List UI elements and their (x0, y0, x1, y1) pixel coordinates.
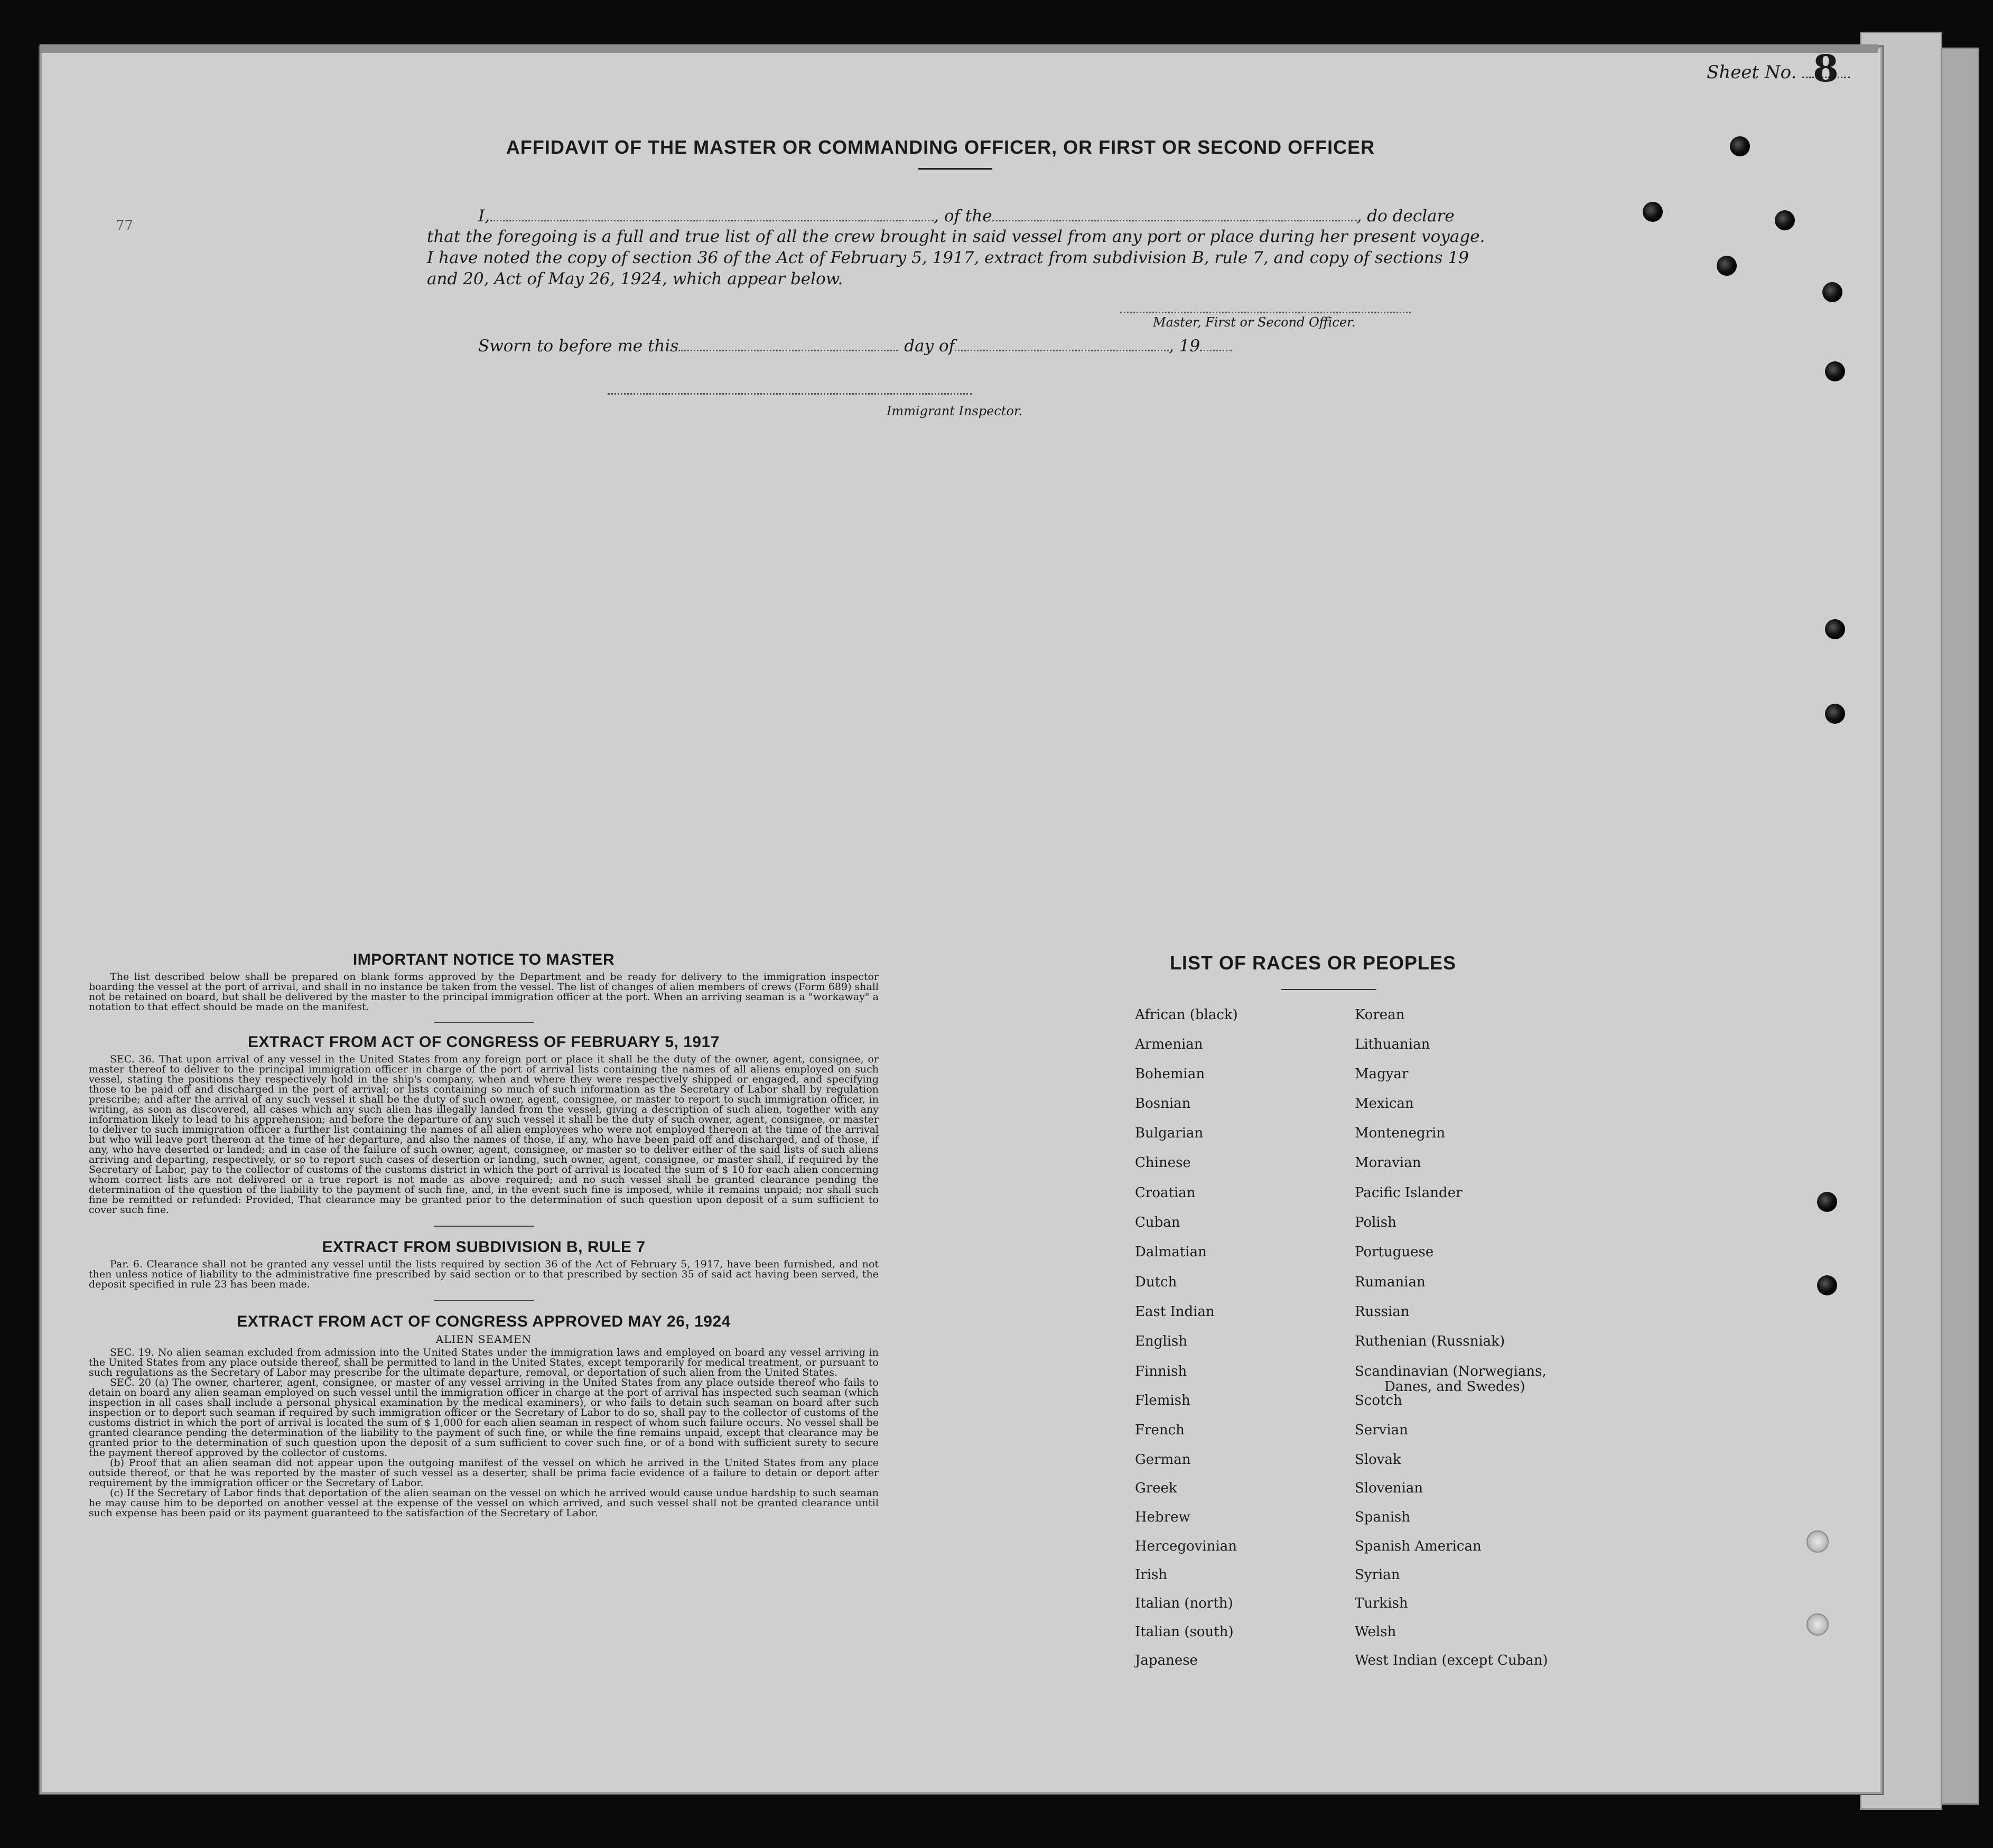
race-item: Welsh (1355, 1624, 1396, 1640)
race-item: Slovenian (1355, 1480, 1423, 1496)
punch-hole (1825, 704, 1845, 724)
race-item: Irish (1135, 1567, 1168, 1583)
punch-hole-reinforced (1806, 1530, 1829, 1553)
sheet-top-edge (40, 44, 1878, 53)
sworn-day-field[interactable] (678, 335, 898, 351)
sec20b-body: (b) Proof that an alien seaman did not appear upon the outgoing manifest of the vessel on which he arrived in the United States from any place outside thereof, or that he was reported by the master of such vessel as a deserter, shall be prima facie evidence of a failure to detain or deport after requirement by the immigration officer or the Secretary of Labor. (89, 1457, 879, 1489)
race-item: Scotch (1355, 1393, 1402, 1408)
bleed-through (502, 433, 1717, 909)
race-item: Ruthenian (Russniak) (1355, 1333, 1505, 1349)
affidavit-line-4: and 20, Act of May 26, 1924, which appear below. (427, 269, 843, 288)
affidavit-line-2: that the foregoing is a full and true list of all the crew brought in said vessel from any port or place during her present voyage. (427, 227, 1485, 246)
extract-1917-body: SEC. 36. That upon arrival of any vessel in the United States from any foreign port or place it shall be the duty of the owner, agent, consignee, or master thereof to deliver to the principal immigration officer in charge of the port of arrival lists containing the names of all aliens employed on such vessel, stating the positions they respectively hold in the ship's company, when and where they were respectively shipped or engaged, and specifying those to be paid off and discharged in the port of arrival; or lists containing so much of such information as the Secretary of Labor shall by regulation prescribe; and after the arrival of any such vessel it shall be the duty of such owner, agent, consignee, or master to report to such immigration officer, in writing, as soon as discovered, all cases which any such alien has illegally landed from the vessel, giving a description of such alien, together with any information likely to lead to his apprehension; and before the departure of any such vessel it shall be the duty of such owner, agent, consignee, or master to deliver to such immigration officer a further list containing the names of all alien employees who were not employed thereon at the time of the arrival but who will leave port thereon at the time of her departure, and also the names of those, if any, who have been paid off and discharged, and of those, if any, who have deserted or landed; and in case of the failure of such owner, agent, consignee, or master so to deliver either of the said lists of such aliens arriving and departing, respectively, or so to report such cases of desertion or landing, such owner, agent, consignee, or master shall, if required by the Secretary of Labor, pay to the collector of customs of the customs district in which the port of arrival is located the sum of $ 10 for each alien concerning whom correct lists are not delivered or a true report is not made as above required; and no such vessel shall be granted clearance pending the determination of the question of the liability to the payment of such fine, and, in the event such fine is imposed, while it remains unpaid; nor shall such fine be remitted or refunded: Provided, That clearance may be granted prior to the determination of such question upon deposit of a sum sufficient to cover such fine. (89, 1053, 879, 1216)
race-item: Dutch (1135, 1274, 1177, 1290)
race-item: Bulgarian (1135, 1125, 1204, 1141)
race-item: Lithuanian (1355, 1037, 1430, 1052)
race-item: Italian (south) (1135, 1624, 1234, 1640)
race-item: Spanish (1355, 1509, 1411, 1525)
race-item: Cuban (1135, 1215, 1180, 1230)
sheet-number-label: Sheet No. (1707, 62, 1797, 83)
race-item: Russian (1355, 1304, 1410, 1320)
race-item: Italian (north) (1135, 1595, 1233, 1611)
races-title-rule (1281, 989, 1376, 990)
punch-hole (1717, 256, 1737, 276)
race-item: Bosnian (1135, 1096, 1191, 1112)
race-item: Croatian (1135, 1185, 1196, 1201)
race-item: English (1135, 1333, 1188, 1349)
race-item: Magyar (1355, 1066, 1409, 1082)
sworn-month-field[interactable] (955, 335, 1169, 351)
race-item: Korean (1355, 1007, 1405, 1023)
race-item: Hebrew (1135, 1509, 1190, 1525)
race-item: Syrian (1355, 1567, 1400, 1583)
sec20c-body: (c) If the Secretary of Labor finds that deportation of the alien seaman on the vessel on which he arrived would cause undue hardship to such seaman he may cause him to be deported on another vessel at the expense of the vessel on which arrived, and such vessel shall not be granted clearance until such expense has been paid or its payment guaranteed to the satisfaction of the Secretary of Labor. (89, 1487, 879, 1519)
extract-1924-title: EXTRACT FROM ACT OF CONGRESS APPROVED MAY 26, 1924 (237, 1313, 731, 1330)
notice-body: The list described below shall be prepared on blank forms approved by the Department and be ready for delivery to the immigration inspector boarding the vessel at the port of arrival, and shall in no instance be taken from the vessel. The list of changes of alien members of crews (Form 689) shall not be retained on board, but shall be delivered by the master to the principal immigration officer at the port. When an arriving seaman is a "workaway" a notation to that effect should be made on the manifest. (89, 971, 879, 1013)
sec20a-body: SEC. 20 (a) The owner, charterer, agent, consignee, or master of any vessel arriving in the United States from any place outside thereof who fails to detain on board any alien seaman employed on such vessel until the immigration officer in charge at the port of arrival has inspected such seaman (which inspection in all cases shall include a personal physical examination by the medical examiners), or who fails to detain such seaman on board after such inspection or to deport such seaman if required by such immigration officer or the Secretary of Labor to do so, shall pay to the collector of customs of the customs district in which the port of arrival is located the sum of $ 1,000 for each alien seaman in respect of whom such failure occurs. No vessel shall be granted clearance pending the determination of the liability to the payment of such fine, or while the fine remains unpaid, except that clearance may be granted prior to the determination of such question upon the deposit of a sum sufficient to cover such fine, or of a bond with sufficient surety to secure the payment thereof approved by the collector of customs. (89, 1377, 879, 1459)
punch-hole (1730, 136, 1750, 156)
section-divider (434, 1022, 534, 1023)
punch-hole (1822, 282, 1842, 302)
master-signature-label: Master, First or Second Officer. (1153, 315, 1356, 330)
section-divider (434, 1226, 534, 1227)
inspector-signature-line[interactable] (608, 393, 972, 395)
inspector-signature-label: Immigrant Inspector. (887, 404, 1023, 418)
races-title: LIST OF RACES OR PEOPLES (1169, 952, 1457, 974)
race-item: Finnish (1135, 1364, 1187, 1379)
race-item: Dalmatian (1135, 1244, 1207, 1260)
race-item: Chinese (1135, 1155, 1191, 1171)
punch-hole (1775, 210, 1795, 230)
race-item: Hercegovinian (1135, 1538, 1237, 1554)
race-item: Greek (1135, 1480, 1177, 1496)
affidavit-title: AFFIDAVIT OF THE MASTER OR COMMANDING OFFICER, OR FIRST OR SECOND OFFICER (506, 136, 1375, 158)
sheet-number-value: 8 (1813, 46, 1839, 90)
race-item: Mexican (1355, 1096, 1414, 1112)
punch-hole (1825, 619, 1845, 639)
race-item: Turkish (1355, 1595, 1408, 1611)
margin-mark: 77 (116, 218, 134, 234)
extract-1924-subtitle: ALIEN SEAMEN (435, 1333, 532, 1346)
race-item: Armenian (1135, 1037, 1203, 1052)
legal-block (89, 951, 879, 1518)
extract-1917-title: EXTRACT FROM ACT OF CONGRESS OF FEBRUARY 5, 1917 (248, 1033, 720, 1051)
sworn-year-field[interactable] (1200, 335, 1232, 351)
sworn-line: Sworn to before me this day of , 19 (478, 335, 1232, 356)
name-field[interactable] (490, 205, 934, 221)
punch-hole (1643, 202, 1663, 222)
rule7-body: Par. 6. Clearance shall not be granted any vessel until the lists required by section 36 of the Act of February 5, 1917, have been furnished, and not then unless notice of liability to the administrative fine prescribed by said section or to that prescribed by section 35 of said act having been served, the deposit specified in rule 23 has been made. (89, 1258, 879, 1290)
vessel-field[interactable] (992, 205, 1357, 221)
race-item: Japanese (1135, 1653, 1198, 1668)
affidavit-line-1: I, , of the , do declare (478, 205, 1450, 226)
race-item: German (1135, 1452, 1191, 1468)
race-item: Montenegrin (1355, 1125, 1446, 1141)
race-item: Portuguese (1355, 1244, 1434, 1260)
race-item: Moravian (1355, 1155, 1421, 1171)
race-item: French (1135, 1422, 1185, 1438)
punch-hole (1817, 1275, 1837, 1295)
punch-hole (1817, 1192, 1837, 1212)
race-item: East Indian (1135, 1304, 1215, 1320)
race-item: West Indian (except Cuban) (1355, 1653, 1548, 1668)
race-item: Rumanian (1355, 1274, 1426, 1290)
section-divider (434, 1300, 534, 1301)
race-item: African (black) (1135, 1007, 1238, 1023)
race-item: Scandinavian (Norwegians, (1355, 1364, 1547, 1379)
sec19-body: SEC. 19. No alien seaman excluded from admission into the United States under the immigration laws and employed on board any vessel arriving in the United States from any place outside thereof, shall be permitted to land in the United States, except temporarily for medical treatment, or pursuant to such regulations as the Secretary of Labor may prescribe for the ultimate departure, removal, or deportation of such alien from the United States. (89, 1347, 879, 1378)
rule7-title: EXTRACT FROM SUBDIVISION B, RULE 7 (322, 1238, 646, 1256)
sheet-number (1707, 43, 1845, 90)
race-item: Flemish (1135, 1393, 1190, 1408)
notice-title: IMPORTANT NOTICE TO MASTER (352, 951, 615, 968)
affidavit-title-rule (918, 168, 992, 170)
affidavit-line-3: I have noted the copy of section 36 of the Act of February 5, 1917, extract from subdivision B, rule 7, and copy of sections 19 (427, 248, 1469, 267)
race-item: Pacific Islander (1355, 1185, 1463, 1201)
race-item: Slovak (1355, 1452, 1401, 1468)
punch-hole-reinforced (1806, 1613, 1829, 1636)
race-item: Spanish American (1355, 1538, 1482, 1554)
race-item: Danes, and Swedes) (1384, 1379, 1525, 1395)
race-item: Polish (1355, 1215, 1396, 1230)
race-item: Servian (1355, 1422, 1408, 1438)
manifest-sheet (40, 46, 1883, 1794)
master-signature-line[interactable] (1120, 312, 1411, 313)
race-item: Bohemian (1135, 1066, 1205, 1082)
punch-hole (1825, 361, 1845, 381)
